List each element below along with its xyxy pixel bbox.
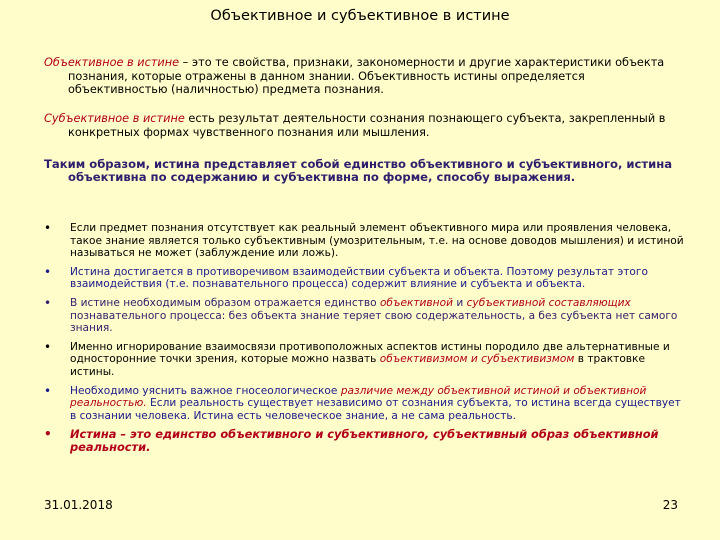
definition-term: Объективное в истине	[44, 56, 180, 69]
definition-objective	[44, 56, 684, 97]
definition-text: – это те свойства, признаки, закономерности и другие характеристики объекта познания, которые отражены в данном знании. Объективность истины определяется объективностью (наличностью) предмета познания.	[68, 56, 665, 97]
page-number: 23	[662, 498, 678, 512]
emphasis-text: объективной	[379, 296, 453, 309]
emphasis-text: объективизмом и субъективизмом	[379, 353, 575, 366]
bullet-text: Именно игнорирование взаимосвязи противоположных аспектов истины породило две альтернативные и односторонние точки зрения, которые можно назвать	[70, 340, 670, 366]
bullet-text: Истина достигается в противоречивом взаимодействии субъекта и объекта. Поэтому результат этого взаимодействия (т.е. познавательного процесса) содержит влияние и субъекта и объекта.	[70, 265, 648, 291]
bullet-text: Если предмет познания отсутствует как реальный элемент объективного мира или проявления человека, такое знание является только субъективным (умозрительным, т.е. на основе доводов мышления) и истиной называться не может (заблуждение или ложь).	[70, 222, 684, 260]
list-item	[44, 428, 684, 453]
list-item	[44, 341, 684, 379]
list-item	[44, 266, 684, 291]
bullet-icon: •	[44, 427, 52, 442]
list-item	[44, 385, 684, 423]
footer-date: 31.01.2018	[44, 498, 113, 512]
slide-title: Объективное и субъективное в истине	[210, 8, 510, 24]
bullet-text: Истина – это единство объективного и субъективного, субъективный образ объективной реальности.	[70, 427, 659, 454]
bullet-icon: •	[44, 383, 52, 398]
bullet-text: Если реальность существует независимо от сознания субъекта, то истина всегда существует в сознании человека. Истина есть человеческое знание, а не сама реальность.	[70, 397, 681, 422]
list-item	[44, 222, 684, 260]
bullet-icon: •	[44, 295, 52, 310]
bullet-icon: •	[44, 264, 52, 279]
conclusion-paragraph: Таким образом, истина представляет собой единство объективного и субъективного, истина объективна по содержанию и субъективна по форме, способу выражения.	[44, 157, 673, 185]
emphasis-text: субъективной составляющих	[466, 296, 631, 309]
emphasis-text: различие между объективной истиной и объективной реальностью.	[70, 384, 647, 410]
bullet-text: и	[452, 296, 467, 309]
definition-term: Субъективное в истине	[44, 112, 185, 125]
list-item	[44, 297, 684, 335]
bullet-text: познавательного процесса: без объекта знание теряет свою содержательность, а без субъекта нет самого знания.	[70, 309, 678, 335]
bullet-text: В истине необходимым образом отражается единство	[70, 296, 380, 309]
bullet-list	[44, 222, 684, 460]
bullet-icon: •	[44, 339, 52, 354]
bullet-text: в трактовке истины.	[70, 353, 645, 378]
definition-text: есть результат деятельности сознания познающего субъекта, закрепленный в конкретных формах чувственного познания или мышления.	[68, 112, 666, 139]
bullet-text: Необходимо уяснить важное гносеологическое	[70, 384, 341, 397]
bullet-icon: •	[44, 221, 52, 235]
definition-subjective	[44, 112, 684, 139]
